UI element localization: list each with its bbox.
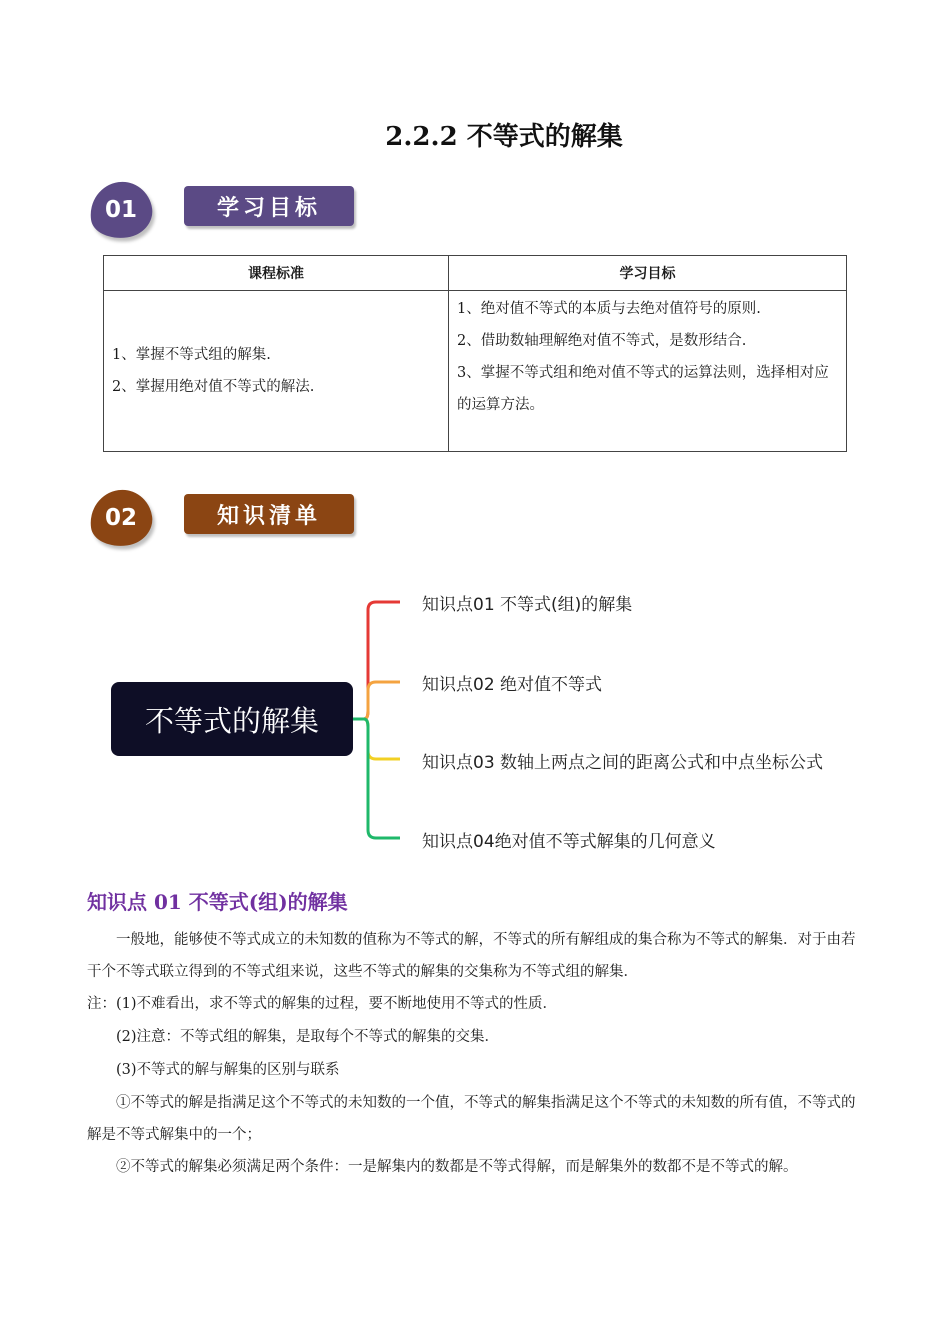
definition-paragraph: 一般地，能够使不等式成立的未知数的值称为不等式的解，不等式的所有解组成的集合称为不等式的解集．对于由若干个不等式联立得到的不等式组来说，这些不等式的解集的交集称为不等式组的解集．: [87, 932, 856, 980]
section-badge-goals: [90, 182, 360, 242]
note-line: (3)不等式的解与解集的区别与联系: [116, 1062, 340, 1078]
standard-item: 2、掌握用绝对值不等式的解法.: [112, 379, 315, 395]
standard-cell: [104, 291, 449, 452]
goal-item: 2、借助数轴理解绝对值不等式，是数形结合.: [457, 333, 747, 349]
branch-label-4: 知识点04绝对值不等式解集的几何意义: [422, 832, 716, 852]
branch-connector-2: [353, 682, 400, 719]
note-item: ①不等式的解是指满足这个不等式的未知数的一个值，不等式的解集指满足这个不等式的未知数的所有值，不等式的解是不等式解集中的一个；: [87, 1095, 856, 1143]
branch-label-1: 知识点01 不等式(组)的解集: [422, 595, 633, 615]
document-title: 2.2.2 不等式的解集: [385, 122, 623, 152]
goals-cell: [449, 291, 847, 452]
table-header-standard: 课程标准: [104, 256, 449, 291]
note-line: (2)注意：不等式组的解集，是取每个不等式的解集的交集．: [116, 1029, 500, 1045]
section-number: 02: [86, 486, 155, 550]
branch-connector-1: [353, 602, 400, 719]
section-number: 01: [86, 178, 155, 242]
section-badge-knowledge: [90, 490, 360, 550]
mind-map-root: 不等式的解集: [111, 682, 353, 756]
section-label: 知识清单: [184, 494, 354, 534]
section-label: 学习目标: [184, 186, 354, 226]
branch-label-2: 知识点02 绝对值不等式: [422, 675, 603, 695]
note-item: ②不等式的解集必须满足两个条件：一是解集内的数都是不等式得解，而是解集外的数都不是不等式的解。: [116, 1159, 798, 1175]
goal-item: 1、绝对值不等式的本质与去绝对值符号的原则.: [457, 301, 761, 317]
branch-connector-4: [353, 719, 400, 838]
note-line: 注：(1)不难看出，求不等式的解集的过程，要不断地使用不等式的性质．: [87, 996, 558, 1012]
knowledge-point-heading: 知识点 01 不等式(组)的解集: [87, 890, 348, 914]
branch-label-3: 知识点03 数轴上两点之间的距离公式和中点坐标公式: [422, 753, 824, 773]
goal-item: 3、掌握不等式组和绝对值不等式的运算法则，选择相对应的运算方法。: [457, 365, 829, 413]
branch-connector-3: [353, 719, 400, 759]
standard-item: 1、掌握不等式组的解集.: [112, 347, 271, 363]
table-header-goals: 学习目标: [449, 256, 847, 291]
objectives-table: [103, 255, 847, 452]
mind-map: [100, 580, 860, 860]
